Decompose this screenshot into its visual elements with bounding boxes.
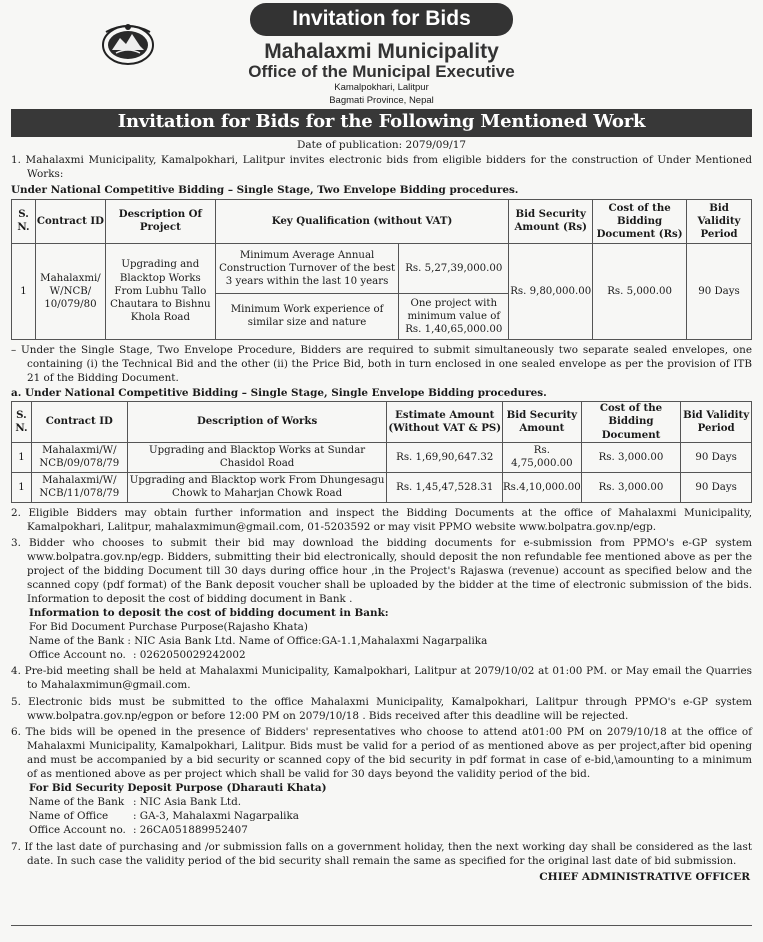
cell-validity: 90 Days: [681, 442, 752, 472]
account-label: Office Account no.: [29, 649, 126, 662]
col-cost: Cost of the Bidding Document: [581, 402, 681, 443]
table-header-row: [12, 199, 752, 243]
table-row: [12, 243, 752, 293]
municipality-emblem-icon: [98, 18, 158, 68]
col-qualification: Key Qualification (without VAT): [215, 199, 508, 243]
office-name: Office of the Municipal Executive: [248, 62, 515, 82]
address-line-2: Bagmati Province, Nepal: [329, 94, 434, 106]
cell-validity: 90 Days: [681, 472, 752, 502]
cell-qualification-2-value: One project with minimum value of Rs. 1,40,65,000.00: [399, 293, 509, 339]
bank-security-office: [29, 809, 752, 823]
intro-clause: 1. Mahalaxmi Municipality, Kamalpokhari, Lalitpur invites electronic bids from eligible bidders for the construction of Under Mentioned Works:: [11, 153, 752, 180]
cell-contract-id: Mahalaxmi/W/ NCB/09/078/79: [31, 442, 127, 472]
cell-validity: 90 Days: [687, 243, 752, 339]
table-row: [12, 472, 752, 502]
clause-6: 6. The bids will be opened in the presence of Bidders' representatives who choose to attend at01:00 PM on 2079/10/18 at the office of Mahalaxmi Municipality, Kamalpokhari, Lalitpur. Bids must be valid for a period of as mentioned above as per project,after bid opening and must be accompanied by a bid security or scanned copy of the bid security in pdf format in case of e-bid,\amounting to a minimum of as mentioned above as per project which shall be valid for 30 days beyond the validity period of the bid.: [11, 725, 752, 780]
notice-title: Invitation for Bids for the Following Mentioned Work: [11, 109, 752, 136]
cell-description: Upgrading and Blacktop Works at Sundar Chasidol Road: [127, 442, 387, 472]
bank-security-info: [11, 781, 752, 837]
col-contract-id: Contract ID: [31, 402, 127, 443]
table-row: [12, 442, 752, 472]
banner-title: Invitation for Bids: [250, 3, 513, 36]
organization-name: Mahalaxmi Municipality: [264, 40, 499, 63]
col-bid-security: Bid Security Amount (Rs): [509, 199, 593, 243]
cell-estimate: Rs. 1,69,90,647.32: [387, 442, 503, 472]
cell-bid-security: Rs. 9,80,000.00: [509, 243, 593, 339]
bank-security-heading: For Bid Security Deposit Purpose (Dharauti Khata): [29, 781, 327, 794]
col-description: Description of Works: [127, 402, 387, 443]
account-value: : 26CA051889952407: [133, 823, 248, 836]
two-envelope-table: [11, 199, 752, 340]
col-sn: S. N.: [12, 199, 36, 243]
bank-doc-heading: Information to deposit the cost of bidding document in Bank:: [29, 607, 389, 620]
single-envelope-table: [11, 401, 752, 503]
cell-description: Upgrading and Blacktop work From Dhungesagu Chowk to Maharjan Chowk Road: [127, 472, 387, 502]
cell-cost: Rs. 3,000.00: [581, 442, 681, 472]
col-bid-security: Bid Security Amount: [503, 402, 582, 443]
cell-description: Upgrading and Blacktop Works From Lubhu Tallo Chautara to Bishnu Khola Road: [105, 243, 215, 339]
clause-7: 7. If the last date of purchasing and /or submission falls on a government holiday, then the next working day shall be considered as the last date. In such case the validity period of the bid security shall remain the same as specified for the original last date of bid submission.: [11, 840, 752, 868]
publication-date: Date of publication: 2079/09/17: [296, 138, 467, 151]
col-cost: Cost of the Bidding Document (Rs): [593, 199, 687, 243]
bank-doc-info: [11, 606, 752, 662]
address-line-1: Kamalpokhari, Lalitpur: [334, 81, 429, 93]
account-value: : 0262050029242002: [133, 649, 246, 662]
signature: CHIEF ADMINISTRATIVE OFFICER: [539, 871, 750, 884]
cell-qualification-2: Minimum Work experience of similar size and nature: [215, 293, 399, 339]
office-value: : GA-3, Mahalaxmi Nagarpalika: [133, 809, 299, 822]
cell-contract-id: Mahalaxmi/W/ NCB/11/078/79: [31, 472, 127, 502]
cell-sn: 1: [12, 243, 36, 339]
col-validity: Bid Validity Period: [681, 402, 752, 443]
bank-doc-bank-line: Name of the Bank : NIC Asia Bank Ltd. Name of Office:GA-1.1,Mahalaxmi Nagarpalika: [29, 635, 488, 648]
bank-doc-account: [29, 648, 752, 662]
clause-3: 3. Bidder who chooses to submit their bid may download the bidding documents for e-submission from PPMO's e-GP system www.bolpatra.gov.np/egp. Bidders, submitting their bid electronically, should deposit the non refundable fee mentioned above as per the project of the bidding Document till 30 days during office hour ,in the Project's Rajaswa (revenue) account as specified below and the scanned copy (pdf format) of the Bank deposit voucher shall be uploaded by the bidder at the time of electronic submission of the bids. Information to deposit the cost of bidding document in Bank .: [11, 537, 752, 606]
col-estimate: Estimate Amount (Without VAT & PS): [387, 402, 503, 443]
bank-label: Name of the Bank: [29, 795, 125, 808]
bank-security-bank: [29, 795, 752, 809]
cell-bid-security: Rs. 4,75,000.00: [503, 442, 582, 472]
cell-qualification-1: Minimum Average Annual Construction Turnover of the best 3 years within the last 10 years: [215, 243, 399, 293]
bottom-divider: [11, 925, 752, 926]
cell-cost: Rs. 3,000.00: [581, 472, 681, 502]
cell-sn: 1: [12, 472, 32, 502]
account-label: Office Account no.: [29, 823, 126, 836]
bank-security-account: [29, 823, 752, 837]
bank-doc-purpose: For Bid Document Purchase Purpose(Rajasho Khata): [29, 621, 308, 634]
section2-heading: a. Under National Competitive Bidding – Single Stage, Single Envelope Bidding procedures.: [11, 387, 547, 400]
cell-estimate: Rs. 1,45,47,528.31: [387, 472, 503, 502]
section1-heading: Under National Competitive Bidding – Single Stage, Two Envelope Bidding procedures.: [11, 183, 519, 196]
cell-sn: 1: [12, 442, 32, 472]
cell-cost: Rs. 5,000.00: [593, 243, 687, 339]
clause-2: 2. Eligible Bidders may obtain further information and inspect the Bidding Documents at the office of Mahalaxmi Municipality, Kamalpokhari, Lalitpur, mahalaxmimun@gmail.com, 01-5203592 or may visit PPMO website www.bolpatra.gov.np/egp.: [11, 506, 752, 533]
col-contract-id: Contract ID: [35, 199, 105, 243]
bank-value: : NIC Asia Bank Ltd.: [133, 795, 242, 808]
cell-qualification-1-value: Rs. 5,27,39,000.00: [399, 243, 509, 293]
envelope-note: – Under the Single Stage, Two Envelope Procedure, Bidders are required to submit simultaneously two separate sealed envelopes, one containing (i) the Technical Bid and the other (ii) the Price Bid, both in turn enclosed in one sealed envelope as per the provision of ITB 21 of the Bidding Document.: [11, 343, 752, 385]
cell-contract-id: Mahalaxmi/ W/NCB/ 10/079/80: [35, 243, 105, 339]
office-label: Name of Office: [29, 809, 109, 822]
clause-5: 5. Electronic bids must be submitted to the office Mahalaxmi Municipality, Kamalpokhari, Lalitpur through PPMO's e-GP system www.bolpatra.gov.np/egpon or before 12:00 PM on 2079/10/18 . Bids received after this deadline will be rejected.: [11, 695, 752, 722]
table-header-row: [12, 402, 752, 443]
col-sn: S. N.: [12, 402, 32, 443]
col-validity: Bid Validity Period: [687, 199, 752, 243]
col-description: Description Of Project: [105, 199, 215, 243]
clause-4: 4. Pre-bid meeting shall be held at Mahalaxmi Municipality, Kamalpokhari, Lalitpur at 2079/10/02 at 01:00 PM. or May email the Quarries to Mahalaxmimun@gmail.com.: [11, 665, 752, 692]
cell-bid-security: Rs.4,10,000.00: [503, 472, 582, 502]
